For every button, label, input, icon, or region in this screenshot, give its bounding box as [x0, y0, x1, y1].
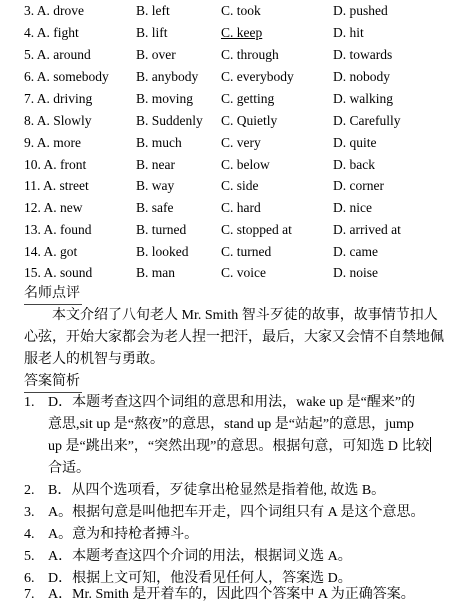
option-d: D. back [333, 157, 375, 172]
option-c: C. hard [221, 200, 261, 215]
answer-line-text: up 是“跳出来”，“突然出现”的意思。根据句意，可知选 D 比较 [48, 439, 430, 454]
option-d: D. Carefully [333, 113, 401, 128]
answer-line: A．Mr. Smith 是开着车的，因此四个答案中 A 为正确答案。 [48, 587, 415, 602]
option-d: D. pushed [333, 3, 388, 18]
answer-number: 4. [24, 527, 35, 542]
option-row-10 [0, 155, 470, 175]
answer-text [48, 546, 442, 568]
option-c: C. stopped at [221, 222, 292, 237]
option-b: B. anybody [136, 69, 199, 84]
answer-text [48, 524, 442, 546]
option-b: B. man [136, 265, 175, 280]
option-b: B. way [136, 178, 175, 193]
option-d: D. hit [333, 25, 364, 40]
option-a: 6. A. somebody [24, 69, 109, 84]
comment-line: 本文介绍了八旬老人 Mr. Smith 智斗歹徒的故事，故事情节扣人 [52, 308, 438, 323]
option-c: C. through [221, 47, 279, 62]
option-a: 15. A. sound [24, 265, 93, 280]
option-d: D. walking [333, 91, 393, 106]
option-d: D. arrived at [333, 222, 401, 237]
option-a: 14. A. got [24, 244, 78, 259]
option-row-3 [0, 1, 470, 21]
answers-heading: 答案简析 [24, 372, 82, 393]
option-b: B. moving [136, 91, 194, 106]
option-row-11 [0, 176, 470, 196]
option-d: D. noise [333, 265, 378, 280]
option-row-14 [0, 242, 470, 262]
answer-line: B．从四个选项看，歹徒拿出枪显然是指着他, 故选 B。 [48, 483, 386, 498]
option-c: C. turned [221, 244, 272, 259]
option-b: B. lift [136, 25, 168, 40]
answer-line: D．根据上文可知，他没看见任何人，答案选 D。 [48, 571, 352, 586]
option-b: B. looked [136, 244, 189, 259]
option-c: C. voice [221, 265, 266, 280]
option-row-4 [0, 23, 470, 43]
option-row-9 [0, 133, 470, 153]
answer-line [48, 436, 442, 458]
option-row-5 [0, 45, 470, 65]
option-b: B. left [136, 3, 170, 18]
option-row-8 [0, 111, 470, 131]
answer-number: 6. [24, 571, 35, 586]
answer-number: 1. [24, 395, 35, 410]
option-a: 12. A. new [24, 200, 83, 215]
option-row-12 [0, 198, 470, 218]
option-c: C. below [221, 157, 270, 172]
option-a: 4. A. fight [24, 25, 79, 40]
option-d: D. nobody [333, 69, 390, 84]
option-c: C. getting [221, 91, 275, 106]
comment-line: 服老人的机智与勇敢。 [24, 352, 164, 367]
option-a: 11. A. street [24, 178, 89, 193]
answer-line: 合适。 [48, 461, 90, 476]
option-d: D. quite [333, 135, 377, 150]
option-row-7 [0, 89, 470, 109]
option-b: B. near [136, 157, 175, 172]
option-row-6 [0, 67, 470, 87]
option-c: C. Quietly [221, 113, 278, 128]
option-b: B. over [136, 47, 176, 62]
answer-line: A。意为和持枪者搏斗。 [48, 527, 199, 542]
answer-number: 7. [24, 587, 35, 602]
option-d: D. nice [333, 200, 372, 215]
option-c: C. keep [221, 25, 263, 40]
option-a: 8. A. Slowly [24, 113, 92, 128]
option-a: 9. A. more [24, 135, 81, 150]
option-a: 10. A. front [24, 157, 87, 172]
text-cursor [430, 437, 431, 452]
option-a: 5. A. around [24, 47, 91, 62]
answer-text [48, 480, 442, 502]
option-b: B. Suddenly [136, 113, 203, 128]
option-c: C. took [221, 3, 261, 18]
answer-line: D．本题考查这四个词组的意思和用法，wake up 是“醒来”的 [48, 395, 416, 410]
option-row-13 [0, 220, 470, 240]
comment-line: 心弦，开始大家都会为老人捏一把汗，最后，大家又会情不自禁地佩 [24, 330, 444, 345]
answer-number: 2. [24, 483, 35, 498]
option-c: C. everybody [221, 69, 294, 84]
answer-text [48, 584, 442, 606]
option-a: 7. A. driving [24, 91, 93, 106]
option-a: 3. A. drove [24, 3, 84, 18]
answer-line: 意思,sit up 是“熬夜”的意思，stand up 是“站起”的意思，jump [48, 417, 414, 432]
option-b: B. safe [136, 200, 174, 215]
answer-line: A。根据句意是叫他把车开走，四个词组只有 A 是这个意思。 [48, 505, 425, 520]
answer-number: 3. [24, 505, 35, 520]
comment-heading: 名师点评 [24, 284, 82, 305]
option-row-15 [0, 263, 470, 283]
option-d: D. corner [333, 178, 384, 193]
option-b: B. much [136, 135, 182, 150]
option-d: D. came [333, 244, 378, 259]
answer-line: A．本题考查这四个介词的用法，根据词义选 A。 [48, 549, 352, 564]
option-b: B. turned [136, 222, 187, 237]
comment-paragraph [24, 305, 446, 371]
answer-text [48, 392, 442, 480]
option-c: C. very [221, 135, 261, 150]
answer-number: 5. [24, 549, 35, 564]
option-a: 13. A. found [24, 222, 92, 237]
option-c: C. side [221, 178, 259, 193]
answer-text [48, 502, 442, 524]
option-d: D. towards [333, 47, 393, 62]
